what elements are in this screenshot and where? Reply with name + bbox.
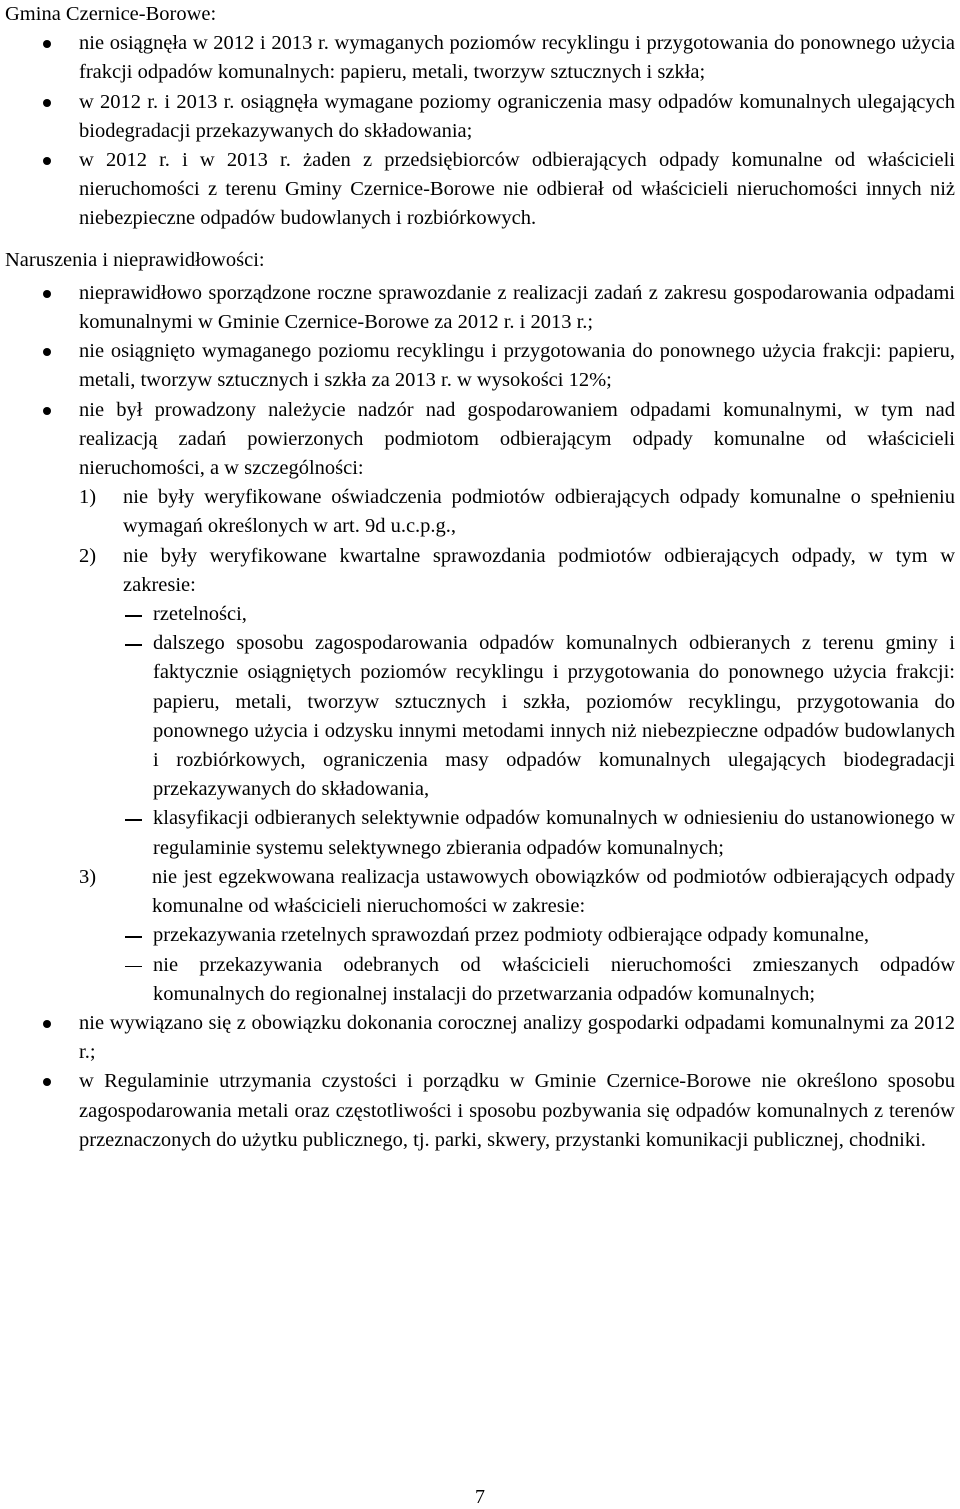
list-item <box>5 146 955 234</box>
list-item <box>5 1009 955 1067</box>
numbered-item-text: nie były weryfikowane oświadczenia podmiotów odbierających odpady komunalne o spełnieniu wymagań określonych w art. 9d u.c.p.g., <box>123 486 955 538</box>
page-number: 7 <box>475 1486 485 1508</box>
dash-item-text: klasyfikacji odbieranych selektywnie odpadów komunalnych w odniesieniu do ustanowionego w regulaminie systemu selektywnego zbierania odpadów komunalnych; <box>153 807 955 859</box>
dash-icon <box>123 600 153 629</box>
list-item <box>5 396 955 484</box>
list-item-text: w 2012 r. i w 2013 r. żaden z przedsiębiorców odbierających odpady komunalne od właścicieli nieruchomości z terenu Gminy Czernice-Borowe nie odbierał od właścicieli nieruchomości innych niż niebezpieczne odpadów budowlanych i rozbiórkowych. <box>79 149 955 230</box>
bullet-icon <box>5 29 79 87</box>
list-item <box>5 88 955 146</box>
list-item <box>5 29 955 87</box>
bullet-icon <box>5 337 79 395</box>
dash-item <box>123 804 955 862</box>
numbered-item <box>79 863 955 921</box>
dash-item-text: dalszego sposobu zagospodarowania odpadów komunalnych odbieranych z terenu gminy i faktycznie osiągniętych poziomów recyklingu i przygotowania do ponownego użycia frakcji: papieru, metali, tworzyw sztucznych i szkła, poziomów recyklingu, przygotowania do ponownego użycia i odzysku innymi metodami innych niż niebezpieczne odpadów budowlanych i rozbiórkowych, ograniczenia masy odpadów komunalnych ulegających biodegradacji przekazywanych do składowania, <box>153 632 955 801</box>
list-item-text: w Regulaminie utrzymania czystości i porządku w Gminie Czernice-Borowe nie określono sposobu zagospodarowania metali oraz częstotliwości i sposobu pozbywania się odpadów komunalnych z terenów przeznaczonych do użytku publicznego, tj. parki, skwery, przystanki komunikacji publicznej, chodniki. <box>79 1070 955 1151</box>
numbered-item-text: nie były weryfikowane kwartalne sprawozdania podmiotów odbierających odpady, w tym w zakresie: <box>123 544 955 596</box>
bullet-icon <box>5 146 79 234</box>
dash-item <box>123 600 955 629</box>
list-item-text: w 2012 r. i 2013 r. osiągnęła wymagane poziomy ograniczenia masy odpadów komunalnych ulegających biodegradacji przekazywanych do składowania; <box>79 90 955 142</box>
numbered-item <box>79 483 955 541</box>
dash-icon <box>123 921 153 950</box>
dash-item <box>123 921 955 950</box>
dash-item <box>123 629 955 804</box>
document-page <box>5 0 955 1155</box>
dash-item <box>123 951 955 1009</box>
bullet-icon <box>5 1067 79 1155</box>
list-item <box>5 337 955 395</box>
section-heading-naruszenia: Naruszenia i nieprawidłowości: <box>5 248 265 271</box>
numbered-item-text: nie jest egzekwowana realizacja ustawowych obowiązków od podmiotów odbierających odpady komunalne od właścicieli nieruchomości w zakresie: <box>152 865 955 918</box>
dash-item-text: przekazywania rzetelnych sprawozdań przez podmioty odbierające odpady komunalne, <box>153 924 870 947</box>
dash-icon <box>123 951 153 1009</box>
dash-item-text: nie przekazywania odebranych od właścicieli nieruchomości zmieszanych odpadów komunalnych do regionalnej instalacji do przetwarzania odpadów komunalnych; <box>153 953 955 1005</box>
bullet-icon <box>5 279 79 337</box>
numbered-item <box>79 542 955 600</box>
item-number: 2) <box>79 544 97 567</box>
dash-icon <box>123 804 153 862</box>
bullet-icon <box>5 1009 79 1067</box>
item-number: 3) <box>79 865 97 888</box>
list-item-text: nie wywiązano się z obowiązku dokonania corocznej analizy gospodarki odpadami komunalnymi za 2012 r.; <box>79 1011 955 1064</box>
list-item-text: nie osiągnięto wymaganego poziomu recyklingu i przygotowania do ponownego użycia frakcji: papieru, metali, tworzyw sztucznych i szkła za 2013 r. w wysokości 12%; <box>79 340 955 392</box>
list-item-text: nie osiągnęła w 2012 i 2013 r. wymaganych poziomów recyklingu i przygotowania do ponownego użycia frakcji odpadów komunalnych: papieru, metali, tworzyw sztucznych i szkła; <box>79 32 955 84</box>
dash-icon <box>123 629 153 804</box>
section-heading-gmina: Gmina Czernice-Borowe: <box>5 3 217 25</box>
item-number: 1) <box>79 486 97 509</box>
list-item-text: nieprawidłowo sporządzone roczne sprawozdanie z realizacji zadań z zakresu gospodarowania odpadami komunalnymi w Gminie Czernice-Borowe za 2012 r. i 2013 r.; <box>79 281 955 334</box>
bullet-icon <box>5 396 79 484</box>
list-item <box>5 1067 955 1155</box>
bullet-icon <box>5 88 79 146</box>
dash-item-text: rzetelności, <box>153 603 247 626</box>
list-item-text: nie był prowadzony należycie nadzór nad gospodarowaniem odpadami komunalnymi, w tym nad realizacją zadań powierzonych podmiotom odbierającym odpady komunalne od właścicieli nieruchomości, a w szczególności: <box>79 398 955 480</box>
list-item <box>5 279 955 337</box>
